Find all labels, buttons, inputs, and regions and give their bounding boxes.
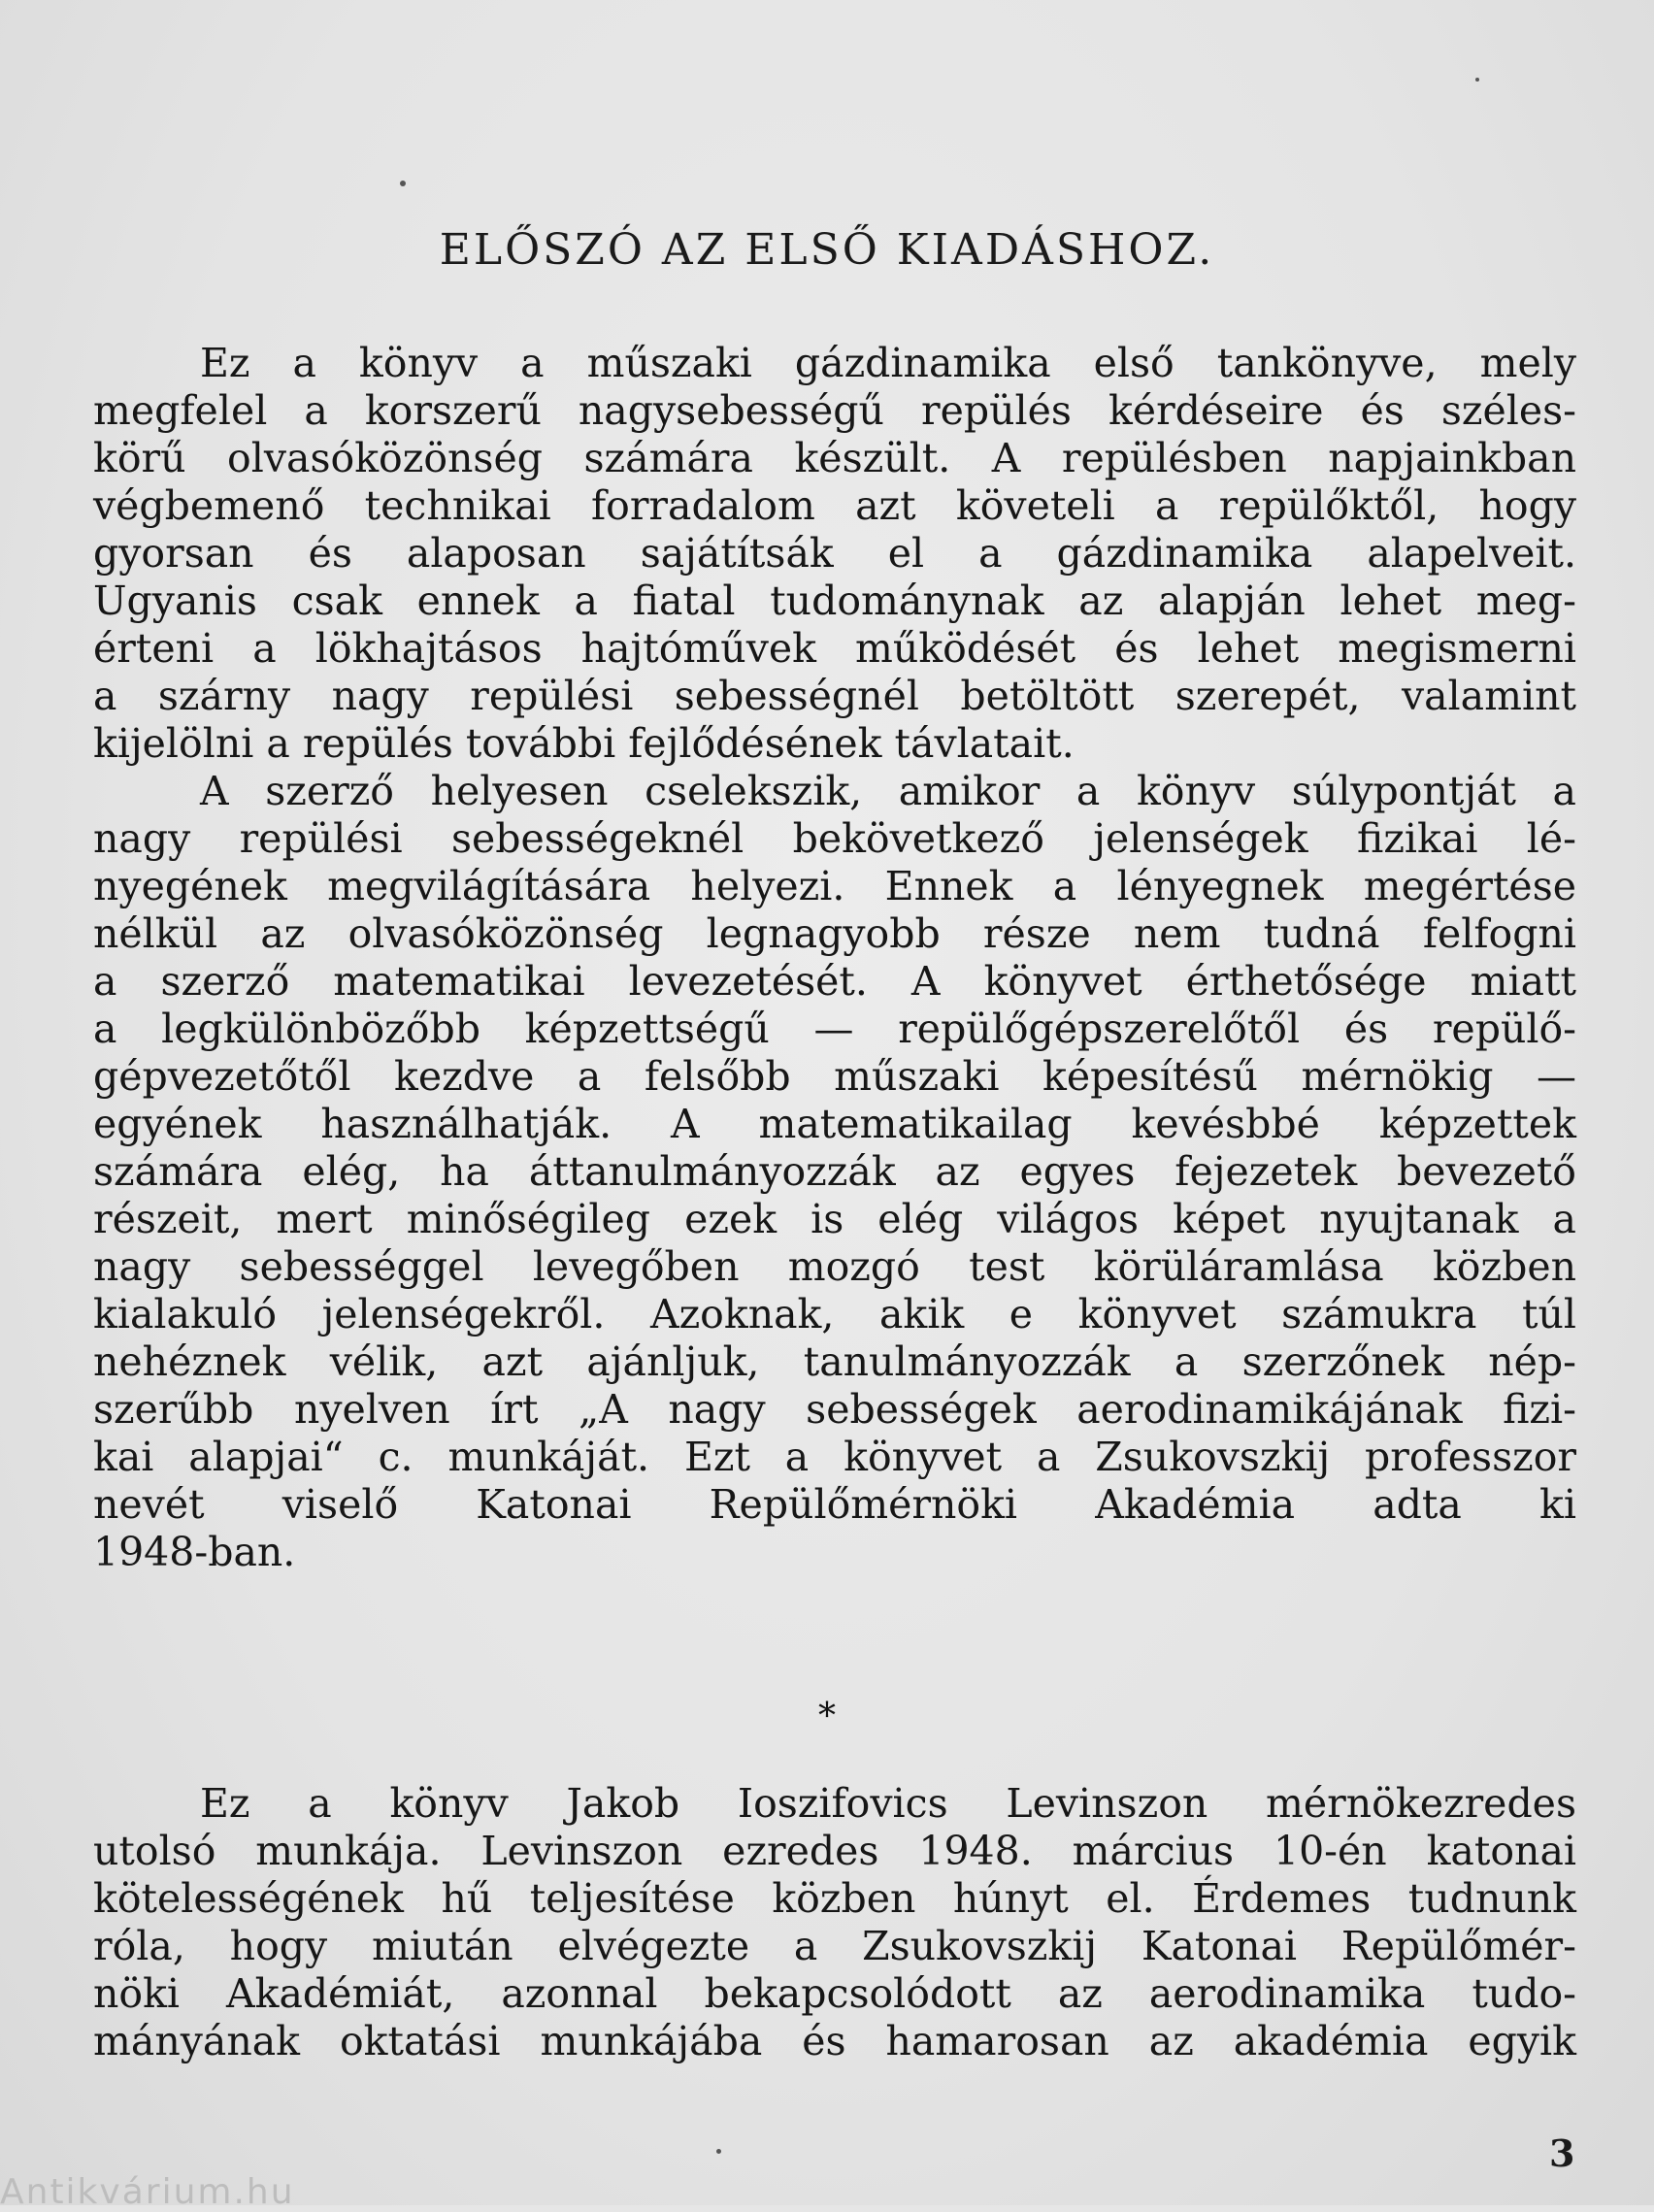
text-line: nagy sebességgel levegőben mozgó test körüláramlása közben: [93, 1243, 1576, 1290]
text-line: nagy repülési sebességeknél bekövetkező jelenségek fizikai lé-: [93, 815, 1576, 862]
text-line: kialakuló jelenségekről. Azoknak, akik e könyvet számukra túl: [93, 1291, 1576, 1337]
section-separator-asterisk: *: [818, 1697, 836, 1736]
text-line: gyorsan és alaposan sajátítsák el a gázdinamika alapelveit.: [93, 530, 1576, 577]
page-number: 3: [1549, 2131, 1575, 2175]
body-text-block-1: [93, 340, 1576, 1576]
text-line: részeit, mert minőségileg ezek is elég világos képet nyujtanak a: [93, 1196, 1576, 1242]
text-line: érteni a lökhajtásos hajtóművek működését és lehet megismerni: [93, 625, 1576, 672]
text-line: végbemenő technikai forradalom azt követeli a repülőktől, hogy: [93, 482, 1576, 529]
text-line: a legkülönbözőbb képzettségű — repülőgépszerelőtől és repülő-: [93, 1006, 1576, 1052]
text-line: körű olvasóközönség számára készült. A repülésben napjainkban: [93, 435, 1576, 481]
body-text-block-2: [93, 1780, 1576, 2065]
text-line: Ez a könyv Jakob Ioszifovics Levinszon mérnökezredes: [200, 1780, 1576, 1827]
dust-speck: [1475, 78, 1479, 82]
text-line: kötelességének hű teljesítése közben húnyt el. Érdemes tudnunk: [93, 1875, 1576, 1922]
text-line: nöki Akadémiát, azonnal bekapcsolódott az aerodinamika tudo-: [93, 1970, 1576, 2017]
text-line: A szerző helyesen cselekszik, amikor a könyv súlypontját a: [200, 768, 1576, 814]
text-line: egyének használhatják. A matematikailag kevésbbé képzettek: [93, 1101, 1576, 1147]
text-line: nehéznek vélik, azt ajánljuk, tanulmányozzák a szerzőnek nép-: [93, 1338, 1576, 1385]
text-line: a szerző matematikai levezetését. A könyvet érthetősége miatt: [93, 958, 1576, 1005]
dust-speck: [716, 2149, 721, 2154]
dust-speck: [400, 181, 406, 186]
text-line: megfelel a korszerű nagysebességű repülés kérdéseire és széles-: [93, 387, 1576, 434]
text-line: 1948-ban.: [93, 1529, 296, 1575]
text-line: róla, hogy miután elvégezte a Zsukovszkij Katonai Repülőmér-: [93, 1923, 1576, 1969]
text-line: Ugyanis csak ennek a fiatal tudománynak az alapján lehet meg-: [93, 578, 1576, 624]
text-line: nélkül az olvasóközönség legnagyobb része nem tudná felfogni: [93, 910, 1576, 957]
page-title: ELŐSZÓ AZ ELSŐ KIADÁSHOZ.: [439, 225, 1215, 275]
watermark: Antikvárium.hu: [0, 2172, 295, 2212]
text-line: mányának oktatási munkájába és hamarosan az akadémia egyik: [93, 2018, 1576, 2064]
text-line: nyegének megvilágítására helyezi. Ennek a lényegnek megértése: [93, 863, 1576, 909]
text-line: Ez a könyv a műszaki gázdinamika első tankönyve, mely: [200, 340, 1576, 386]
text-line: kai alapjai“ c. munkáját. Ezt a könyvet a Zsukovszkij professzor: [93, 1434, 1576, 1480]
text-line: gépvezetőtől kezdve a felsőbb műszaki képesítésű mérnökig —: [93, 1053, 1576, 1100]
text-line: a szárny nagy repülési sebességnél betöltött szerepét, valamint: [93, 673, 1576, 719]
text-line: nevét viselő Katonai Repülőmérnöki Akadémia adta ki: [93, 1481, 1576, 1528]
text-line: számára elég, ha áttanulmányozzák az egyes fejezetek bevezető: [93, 1148, 1576, 1195]
text-line: kijelölni a repülés további fejlődésének távlatait.: [93, 720, 1075, 767]
text-line: szerűbb nyelven írt „A nagy sebességek aerodinamikájának fizi-: [93, 1386, 1576, 1433]
text-line: utolsó munkája. Levinszon ezredes 1948. március 10-én katonai: [93, 1828, 1576, 1874]
